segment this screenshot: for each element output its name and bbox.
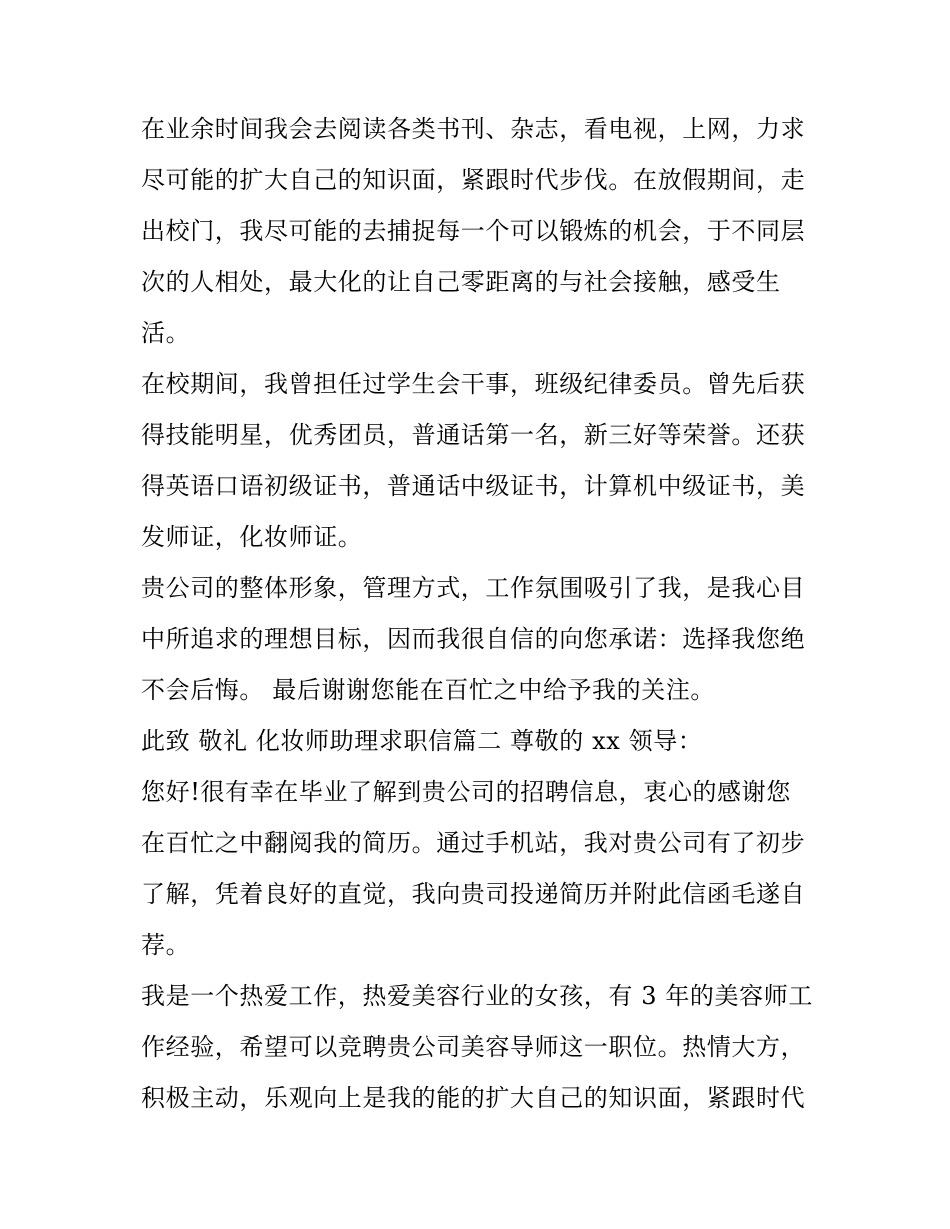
text-line: 次的人相处，最大化的让自己零距离的与社会接触，感受生 bbox=[141, 268, 781, 296]
text-line: 尽可能的扩大自己的知识面，紧跟时代步伐。在放假期间，走 bbox=[141, 166, 806, 194]
text-line: 积极主动，乐观向上是我的能的扩大自己的知识面，紧跟时代 bbox=[141, 1084, 806, 1112]
text-line: 在校期间，我曾担任过学生会干事，班级纪律委员。曾先后获 bbox=[141, 370, 806, 398]
text-line: 得技能明星，优秀团员，普通话第一名，新三好等荣誉。还获 bbox=[141, 421, 806, 449]
text-line: 中所追求的理想目标，因而我很自信的向您承诺：选择我您绝 bbox=[141, 625, 806, 653]
text-line: 我是一个热爱工作，热爱美容行业的女孩，有 3 年的美容师工 bbox=[141, 982, 813, 1010]
text-line: 您好!很有幸在毕业了解到贵公司的招聘信息，衷心的感谢您 bbox=[141, 778, 791, 806]
text-line: 作经验，希望可以竞聘贵公司美容导师这一职位。热情大方， bbox=[141, 1033, 806, 1061]
text-line: 活。 bbox=[141, 319, 191, 347]
text-line: 在业余时间我会去阅读各类书刊、杂志，看电视，上网，力求 bbox=[141, 115, 806, 143]
text-line: 贵公司的整体形象，管理方式，工作氛围吸引了我，是我心目 bbox=[141, 574, 806, 602]
text-line: 得英语口语初级证书，普通话中级证书，计算机中级证书，美 bbox=[141, 472, 806, 500]
text-line: 不会后悔。 最后谢谢您能在百忙之中给予我的关注。 bbox=[141, 676, 716, 704]
text-line: 荐。 bbox=[141, 931, 191, 959]
text-line: 发师证，化妆师证。 bbox=[141, 523, 363, 551]
text-line: 了解，凭着良好的直觉，我向贵司投递简历并附此信函毛遂自 bbox=[141, 880, 806, 908]
document-body bbox=[141, 104, 821, 1124]
text-line: 在百忙之中翻阅我的简历。通过手机站，我对贵公司有了初步 bbox=[141, 829, 806, 857]
text-line: 此致 敬礼 化妆师助理求职信篇二 尊敬的 xx 领导： bbox=[141, 727, 703, 755]
text-line: 出校门，我尽可能的去捕捉每一个可以锻炼的机会，于不同层 bbox=[141, 217, 806, 245]
